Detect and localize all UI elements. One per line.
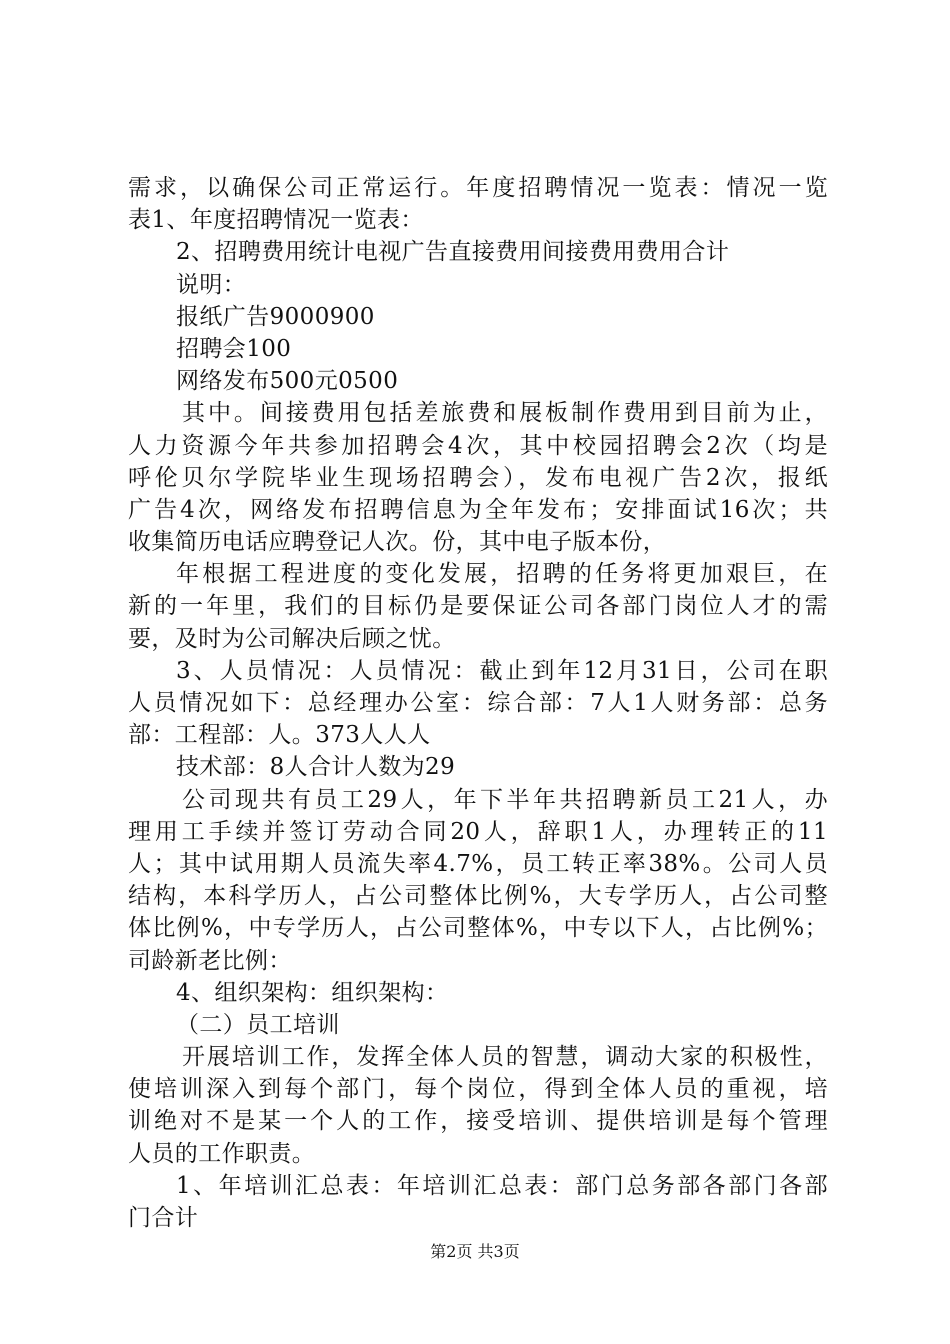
text-line: 需求，以确保公司正常运行。年度招聘情况一览表：情况一览 [128,175,828,201]
text-line: 公司现共有员工29人，年下半年共招聘新员工21人，办 [182,786,828,813]
text-line: 技术部：8人合计人数为29 [176,754,456,781]
text-line: 年根据工程进度的变化发展，招聘的任务将更加艰巨，在 [176,561,828,588]
text-line: 收集简历电话应聘登记人次。份，其中电子版本份， [128,529,667,556]
text-line: 司龄新老比例： [128,947,292,974]
text-line: 2、招聘费用统计电视广告直接费用间接费用费用合计 [176,239,730,266]
text-line: 人力资源今年共参加招聘会4次，其中校园招聘会2次（均是 [128,432,828,459]
text-line: 招聘会100 [176,335,292,362]
page-number-footer: 第2页 共3页 [430,1242,520,1261]
text-line: 呼伦贝尔学院毕业生现场招聘会），发布电视广告2次，报纸 [128,464,828,491]
text-line: 广告4次，网络发布招聘信息为全年发布；安排面试16次；共 [128,496,828,523]
text-line: 1、年培训汇总表：年培训汇总表：部门总务部各部门各部 [176,1172,828,1199]
text-line: 4、组织架构：组织架构： [176,979,449,1006]
text-line: 表1、年度招聘情况一览表： [128,207,424,234]
text-line: （二）员工培训 [176,1011,340,1038]
text-line: 报纸广告9000900 [176,303,375,330]
text-line: 其中。间接费用包括差旅费和展板制作费用到目前为止， [182,400,828,427]
text-line: 理用工手续并签订劳动合同20人，辞职1人，办理转正的11 [128,818,828,845]
text-line: 体比例%，中专学历人，占公司整体%，中专以下人，占比例%； [128,915,828,942]
text-line: 门合计 [128,1205,199,1231]
text-line: 网络发布500元0500 [176,368,399,395]
text-line: 开展培训工作，发挥全体人员的智慧，调动大家的积极性， [182,1044,828,1071]
text-line: 部：工程部：人。373人人人 [128,722,431,749]
text-line: 说明： [176,271,247,298]
text-line: 训绝对不是某一个人的工作，接受培训、提供培训是每个管理 [128,1108,828,1135]
document-body [128,172,828,1234]
text-line: 人；其中试用期人员流失率4.7%，员工转正率38%。公司人员 [128,850,828,877]
text-line: 新的一年里，我们的目标仍是要保证公司各部门岗位人才的需 [128,593,828,620]
text-line: 人员情况如下：总经理办公室：综合部：7人1人财务部：总务 [128,690,828,716]
text-line: 使培训深入到每个部门，每个岗位，得到全体人员的重视，培 [128,1076,828,1103]
text-line: 结构，本科学历人，占公司整体比例%，大专学历人，占公司整 [128,883,828,910]
text-line: 3、人员情况：人员情况：截止到年12月31日，公司在职 [176,657,828,684]
text-line: 要，及时为公司解决后顾之忧。 [128,625,456,652]
text-line: 人员的工作职责。 [128,1140,316,1167]
